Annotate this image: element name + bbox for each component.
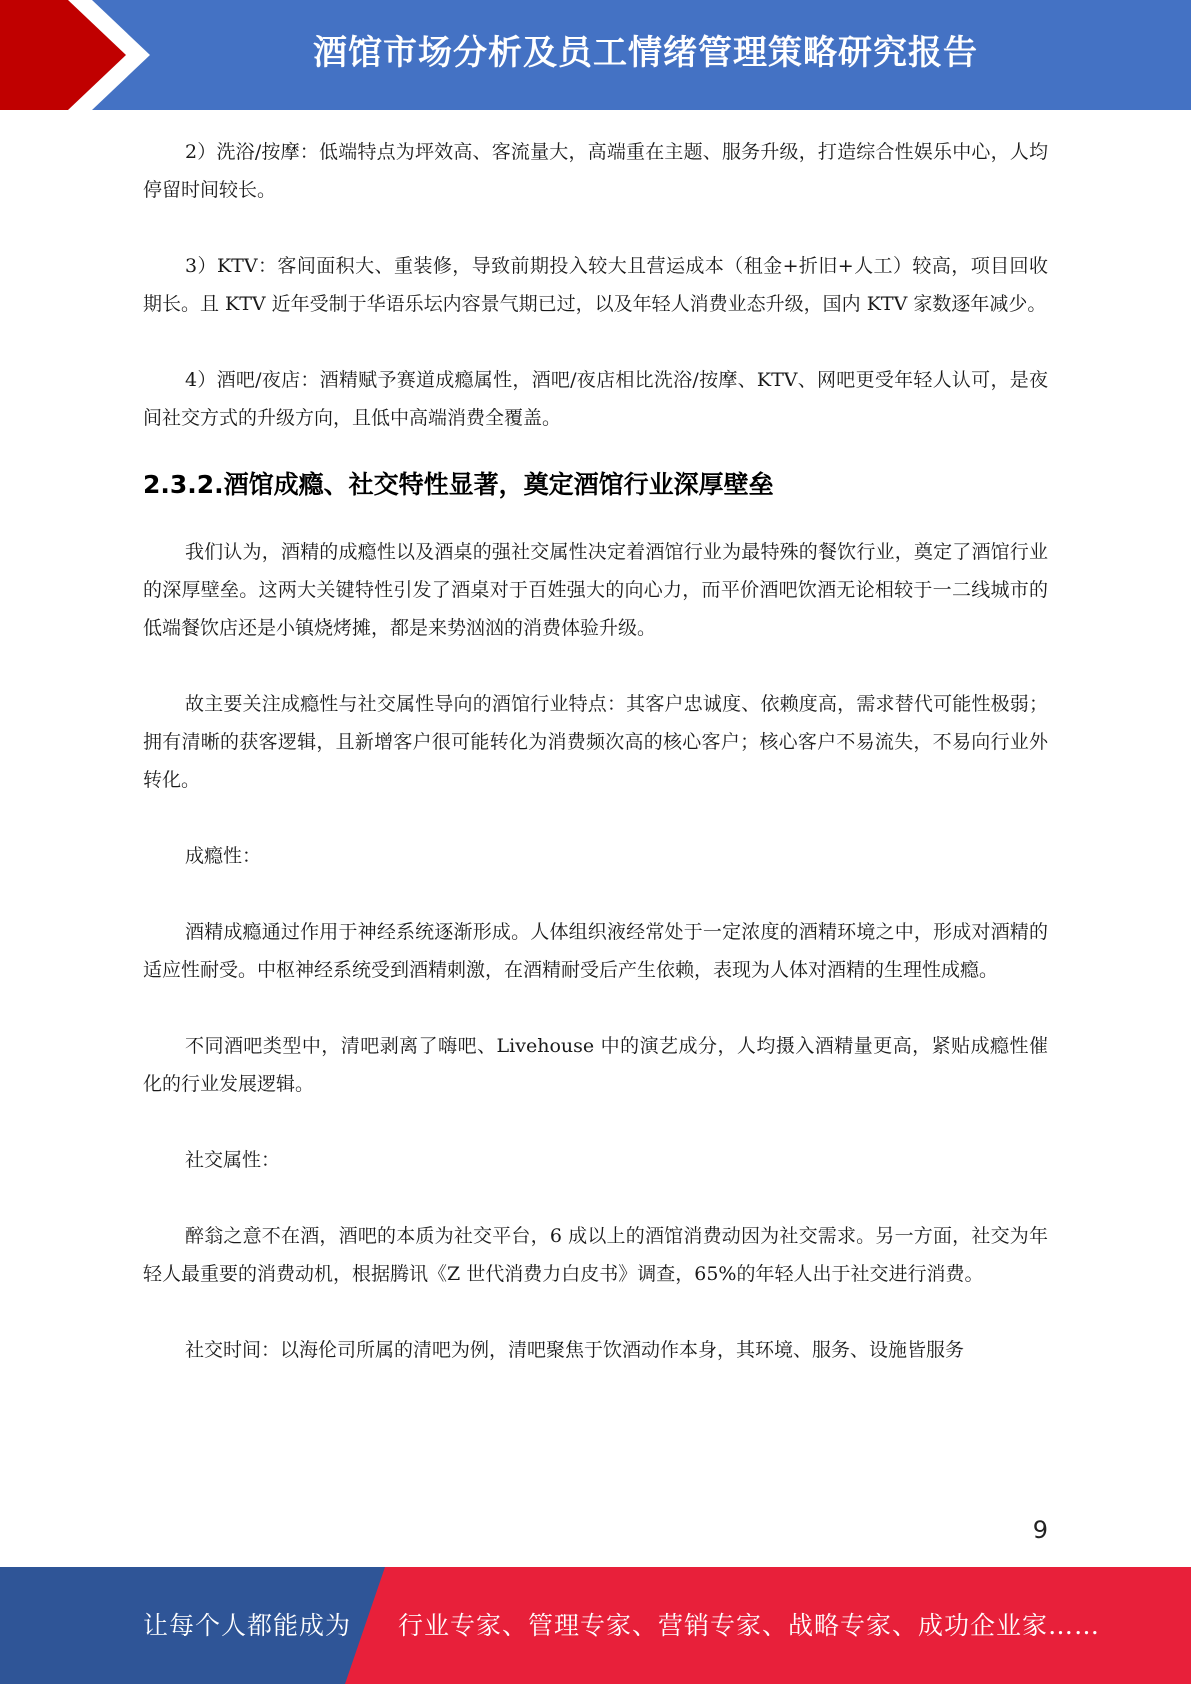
subheading-social: 社交属性： <box>185 1149 281 1171</box>
paragraph-alcohol-addiction: 酒精成瘾通过作用于神经系统逐渐形成。人体组织液经常处于一定浓度的酒精环境之中，形成对酒精的适应性耐受。中枢神经系统受到酒精刺激，在酒精耐受后产生依赖，表现为人体对酒精的生理性成瘾。 <box>143 921 1048 981</box>
paragraph-social-attribute: 醉翁之意不在酒，酒吧的本质为社交平台，6 成以上的酒馆消费动因为社交需求。另一方面，社交为年轻人最重要的消费动机，根据腾讯《Z 世代消费力白皮书》调查，65%的年轻人出于社交进行消费。 <box>143 1225 1048 1285</box>
page-footer <box>0 1567 1191 1684</box>
section-heading: 2.3.2.酒馆成瘾、社交特性显著，奠定酒馆行业深厚壁垒 <box>143 470 774 499</box>
paragraph-ktv: 3）KTV：客间面积大、重装修，导致前期投入较大且营运成本（租金+折旧+人工）较高，项目回收期长。且 KTV 近年受制于华语乐坛内容景气期已过，以及年轻人消费业态升级，国内 KTV 家数逐年减少。 <box>143 255 1048 315</box>
document-body <box>143 133 1048 1369</box>
subheading-addiction: 成瘾性： <box>185 845 262 867</box>
paragraph-industry-barrier: 我们认为，酒精的成瘾性以及酒桌的强社交属性决定着酒馆行业为最特殊的餐饮行业，奠定了酒馆行业的深厚壁垒。这两大关键特性引发了酒桌对于百姓强大的向心力，而平价酒吧饮酒无论相较于一二线城市的低端餐饮店还是小镇烧烤摊，都是来势汹汹的消费体验升级。 <box>143 541 1048 639</box>
report-title: 酒馆市场分析及员工情绪管理策略研究报告 <box>313 33 978 73</box>
page-number: 9 <box>1032 1516 1048 1544</box>
paragraph-bath-massage: 2）洗浴/按摩：低端特点为坪效高、客流量大，高端重在主题、服务升级，打造综合性娱乐中心，人均停留时间较长。 <box>143 141 1048 201</box>
paragraph-bar-types: 不同酒吧类型中，清吧剥离了嗨吧、Livehouse 中的演艺成分，人均摄入酒精量更高，紧贴成瘾性催化的行业发展逻辑。 <box>143 1035 1048 1095</box>
paragraph-industry-features: 故主要关注成瘾性与社交属性导向的酒馆行业特点：其客户忠诚度、依赖度高，需求替代可能性极弱；拥有清晰的获客逻辑，且新增客户很可能转化为消费频次高的核心客户；核心客户不易流失，不易向行业外转化。 <box>143 693 1048 791</box>
page-header <box>0 0 1191 110</box>
footer-slogan-left: 让每个人都能成为 <box>143 1611 352 1640</box>
footer-slogan-right: 行业专家、管理专家、营销专家、战略专家、成功企业家…… <box>398 1611 1101 1640</box>
paragraph-bar-nightclub: 4）酒吧/夜店：酒精赋予赛道成瘾属性，酒吧/夜店相比洗浴/按摩、KTV、网吧更受年轻人认可，是夜间社交方式的升级方向，且低中高端消费全覆盖。 <box>143 369 1048 429</box>
paragraph-social-time: 社交时间：以海伦司所属的清吧为例，清吧聚焦于饮酒动作本身，其环境、服务、设施皆服务 <box>185 1339 965 1361</box>
header-chevron-decoration <box>0 0 160 110</box>
